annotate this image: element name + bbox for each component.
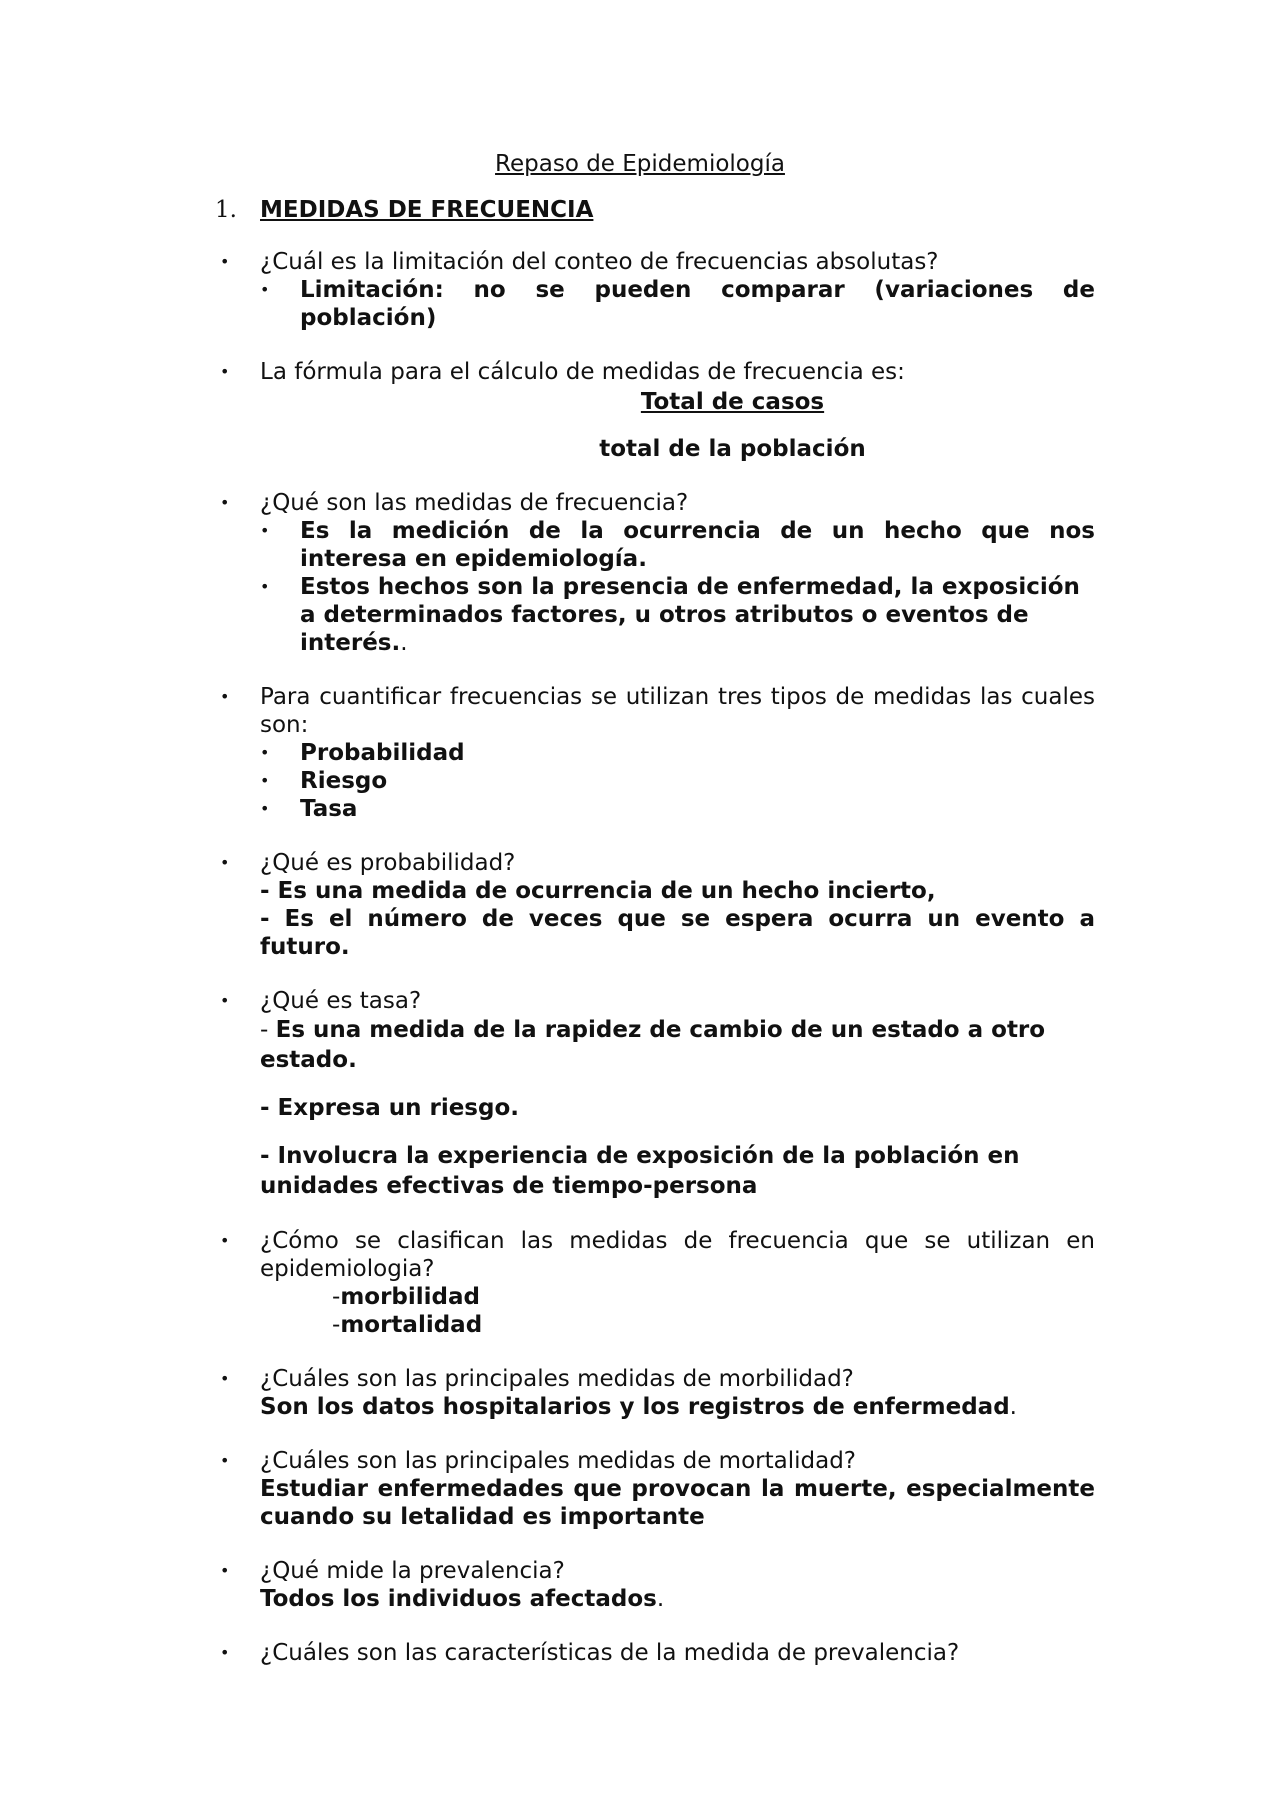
bullet-icon: • (260, 577, 270, 596)
bullet-icon: • (260, 771, 270, 790)
bullet-icon: • (220, 1231, 230, 1250)
bullet-icon: • (220, 362, 230, 381)
formula-numerator: Total de casos (640, 389, 825, 415)
question-text: ¿Cuáles son las principales medidas de morbilidad? (260, 1366, 854, 1392)
answer-text: - Involucra la experiencia de exposición de la población en unidades efectivas de tiempo-persona (260, 1143, 1020, 1199)
answer-text: Estudiar enfermedades que provocan la muerte, especialmente cuando su letalidad es importante (260, 1476, 1095, 1530)
question-block-9 (215, 1447, 1095, 1531)
answer-text: Es la medición de la ocurrencia de un hecho que nos interesa en epidemiología. (300, 518, 1095, 572)
question-text: ¿Cuál es la limitación del conteo de frecuencias absolutas? (260, 249, 939, 275)
answer-line (260, 1015, 1095, 1075)
section-heading (215, 196, 1095, 224)
bullet-icon: • (220, 1561, 230, 1580)
question-block-7 (215, 1227, 1095, 1339)
document-content (215, 196, 1095, 1693)
list-item-text: mortalidad (340, 1312, 483, 1338)
answer-text: - Es una medida de ocurrencia de un hecho incierto, (260, 878, 936, 904)
item-prefix: - (332, 1312, 341, 1338)
section-title: MEDIDAS DE FRECUENCIA (260, 197, 594, 223)
question-text: Para cuantificar frecuencias se utilizan tres tipos de medidas las cuales son: (260, 684, 1095, 738)
list-item (260, 1283, 1095, 1311)
answer-item (260, 573, 1095, 657)
question-text: ¿Cómo se clasifican las medidas de frecuencia que se utilizan en epidemiologia? (260, 1228, 1095, 1282)
list-item (260, 739, 1095, 767)
answer-text: Es una medida de la rapidez de cambio de un estado a otro estado. (260, 1017, 1046, 1073)
question-text: ¿Qué es tasa? (260, 988, 422, 1014)
trailing-period: . (1009, 1394, 1017, 1420)
bullet-icon: • (220, 687, 230, 706)
bullet-icon: • (220, 252, 230, 271)
answer-text: Todos los individuos afectados (260, 1586, 657, 1612)
bullet-icon: • (220, 1451, 230, 1470)
bullet-icon: • (260, 521, 270, 540)
list-item (260, 767, 1095, 795)
bullet-icon: • (220, 493, 230, 512)
bullet-icon: • (260, 280, 270, 299)
question-text: ¿Qué son las medidas de frecuencia? (260, 490, 689, 516)
answer-text: Son los datos hospitalarios y los registros de enfermedad (260, 1394, 1010, 1420)
bullet-icon: • (260, 743, 270, 762)
question-block-3 (215, 489, 1095, 657)
bullet-icon: • (260, 799, 270, 818)
answer-text: Limitación: no se pueden comparar (variaciones de población) (300, 277, 1095, 331)
question-block-8 (215, 1365, 1095, 1421)
question-text: ¿Cuáles son las características de la medida de prevalencia? (260, 1640, 960, 1666)
document-title: Repaso de Epidemiología (495, 151, 785, 177)
section-number: 1. (215, 197, 237, 223)
question-text: ¿Qué es probabilidad? (260, 850, 516, 876)
question-text: ¿Cuáles son las principales medidas de mortalidad? (260, 1448, 857, 1474)
list-item-text: morbilidad (340, 1284, 480, 1310)
bullet-icon: • (220, 991, 230, 1010)
answer-line (260, 1393, 1095, 1421)
question-block-2 (215, 358, 1095, 463)
list-item-text: Tasa (300, 796, 358, 822)
formula-denominator: total de la población (599, 436, 866, 462)
question-block-10 (215, 1557, 1095, 1613)
trailing-period: . (656, 1586, 665, 1612)
question-block-1 (215, 248, 1095, 332)
answer-item (260, 517, 1095, 573)
answer-text: - Es el número de veces que se espera ocurra un evento a futuro. (260, 906, 1095, 960)
answer-text: Estos hechos son la presencia de enfermedad, la exposición a determinados factores, u otros atributos o eventos de interés. (300, 574, 1080, 656)
question-block-11 (215, 1639, 1095, 1667)
answer-line (260, 1585, 1095, 1613)
answer-text: - Expresa un riesgo. (260, 1095, 519, 1121)
question-block-5 (215, 849, 1095, 961)
list-item-text: Probabilidad (300, 740, 465, 766)
bullet-icon: • (220, 1369, 230, 1388)
question-block-6 (215, 987, 1095, 1201)
list-item-text: Riesgo (300, 768, 388, 794)
answer-dash: - (260, 1017, 276, 1043)
question-block-4 (215, 683, 1095, 823)
question-text: La fórmula para el cálculo de medidas de frecuencia es: (260, 359, 905, 385)
bullet-icon: • (220, 1643, 230, 1662)
bullet-icon: • (220, 853, 230, 872)
question-text: ¿Qué mide la prevalencia? (260, 1558, 565, 1584)
list-item (260, 1311, 1095, 1339)
trailing-period: . (400, 630, 408, 656)
list-item (260, 795, 1095, 823)
answer-item (260, 276, 1095, 332)
item-prefix: - (332, 1284, 341, 1310)
